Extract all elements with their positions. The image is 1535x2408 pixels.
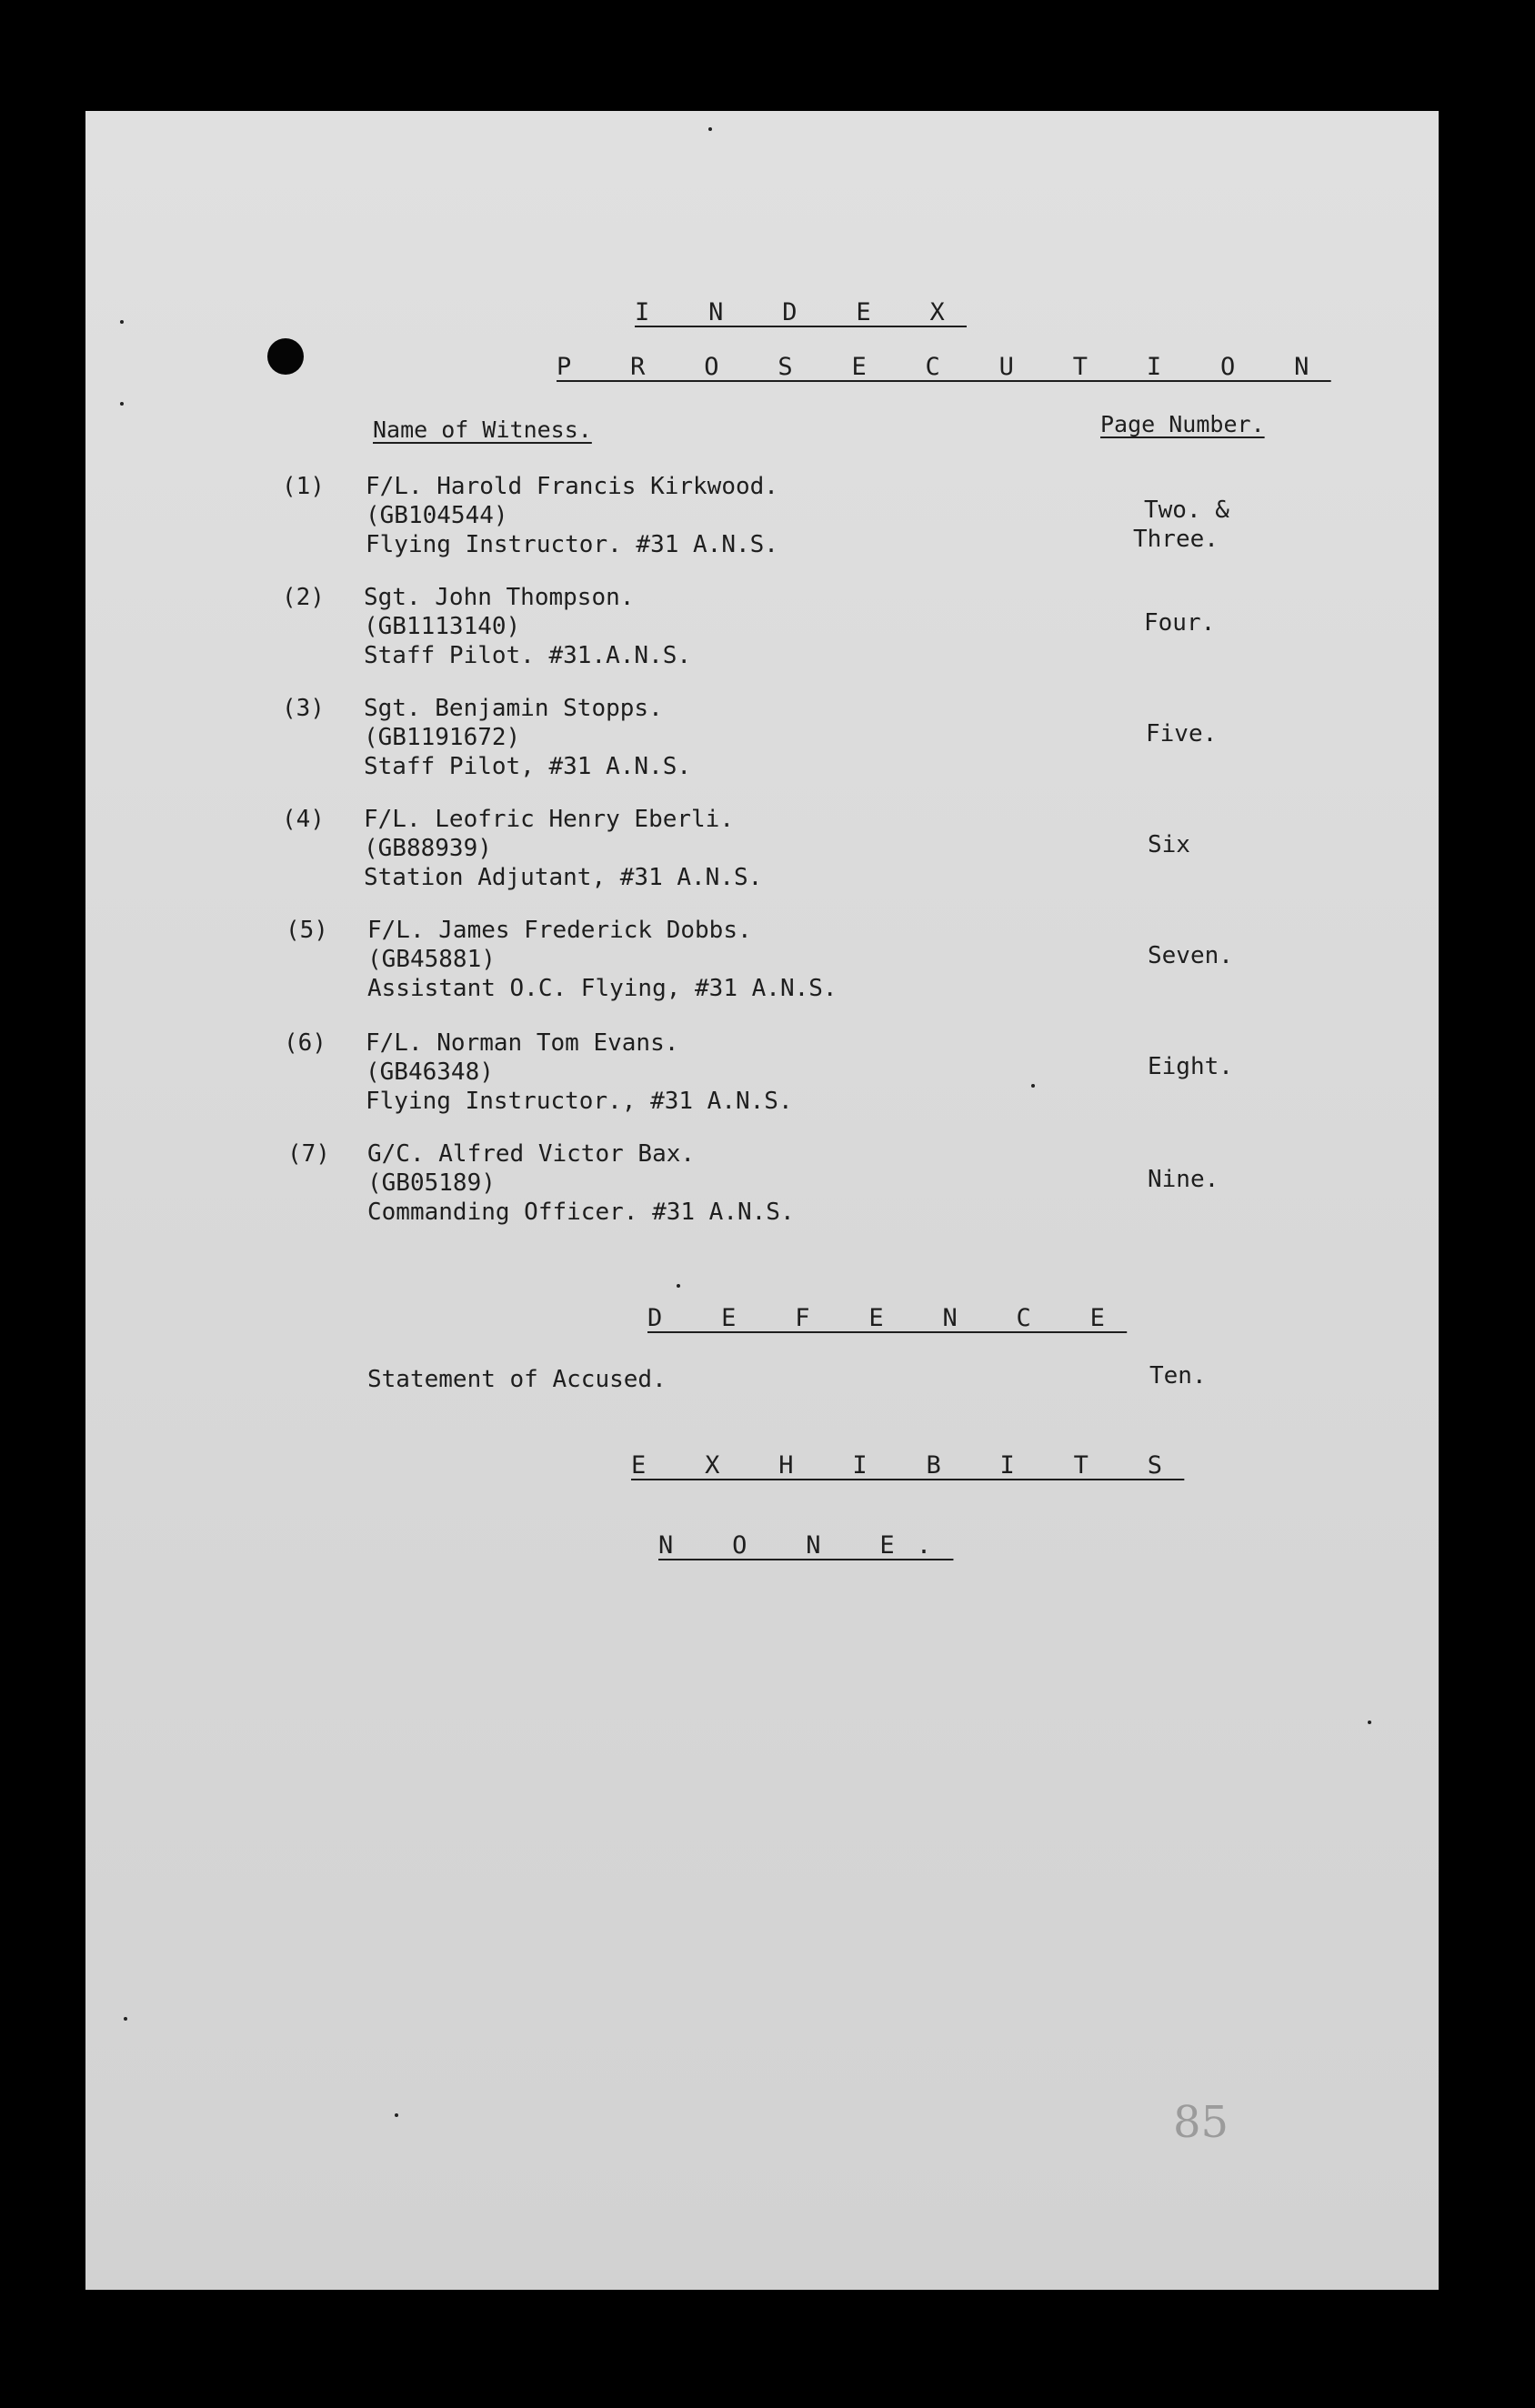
speck [708,127,712,131]
witness-number: (6) [284,1029,326,1057]
witness-name: F/L. Norman Tom Evans. [366,1029,679,1057]
speck [120,320,124,324]
witness-role: Flying Instructor., #31 A.N.S. [366,1088,793,1115]
column-header-witness: Name of Witness. [373,416,592,443]
witness-number: (3) [282,695,325,722]
defence-item: Statement of Accused. [367,1366,667,1393]
witness-page: Four. [1144,609,1216,637]
speck [120,402,124,406]
witness-service-number: (GB1191672) [364,724,521,751]
witness-name: Sgt. John Thompson. [364,584,635,611]
defence-page: Ten. [1149,1362,1207,1390]
witness-page: Two. & [1144,497,1229,524]
witness-name: Sgt. Benjamin Stopps. [364,695,663,722]
speck [1031,1084,1035,1088]
witness-name: F/L. Harold Francis Kirkwood. [366,473,778,500]
witness-number: (4) [282,806,325,833]
witness-page-continued: Three. [1133,526,1219,553]
witness-service-number: (GB1113140) [364,613,521,640]
witness-page: Nine. [1148,1166,1219,1193]
witness-page: Six [1148,831,1190,858]
exhibits-heading: E X H I B I T S [631,1451,1185,1480]
witness-number: (5) [286,917,328,944]
witness-service-number: (GB104544) [366,502,508,529]
witness-page: Eight. [1148,1053,1233,1080]
witness-service-number: (GB88939) [364,835,492,862]
page-number-stamp: 85 [1173,2097,1229,2148]
witness-role: Station Adjutant, #31 A.N.S. [364,864,763,891]
speck [1368,1721,1371,1724]
punch-hole [267,338,304,375]
speck [124,2017,127,2021]
witness-page: Five. [1146,720,1218,747]
witness-role: Assistant O.C. Flying, #31 A.N.S. [367,975,838,1002]
witness-service-number: (GB05189) [367,1169,496,1197]
witness-role: Commanding Officer. #31 A.N.S. [367,1199,795,1226]
witness-role: Staff Pilot, #31 A.N.S. [364,753,692,780]
witness-service-number: (GB45881) [367,946,496,973]
document-page [85,111,1439,2290]
witness-number: (1) [282,473,325,500]
exhibits-value: N O N E. [658,1531,954,1560]
witness-number: (7) [287,1140,330,1168]
witness-number: (2) [282,584,325,611]
witness-page: Seven. [1148,942,1233,969]
defence-heading: D E F E N C E [647,1304,1128,1332]
column-header-page: Page Number. [1100,411,1265,437]
index-heading: I N D E X [635,298,967,326]
speck [677,1284,680,1288]
witness-role: Staff Pilot. #31.A.N.S. [364,642,692,669]
witness-service-number: (GB46348) [366,1059,494,1086]
witness-role: Flying Instructor. #31 A.N.S. [366,531,778,558]
witness-name: G/C. Alfred Victor Bax. [367,1140,696,1168]
witness-name: F/L. Leofric Henry Eberli. [364,806,734,833]
prosecution-heading: P R O S E C U T I O N [557,353,1331,381]
speck [395,2113,398,2117]
witness-name: F/L. James Frederick Dobbs. [367,917,752,944]
